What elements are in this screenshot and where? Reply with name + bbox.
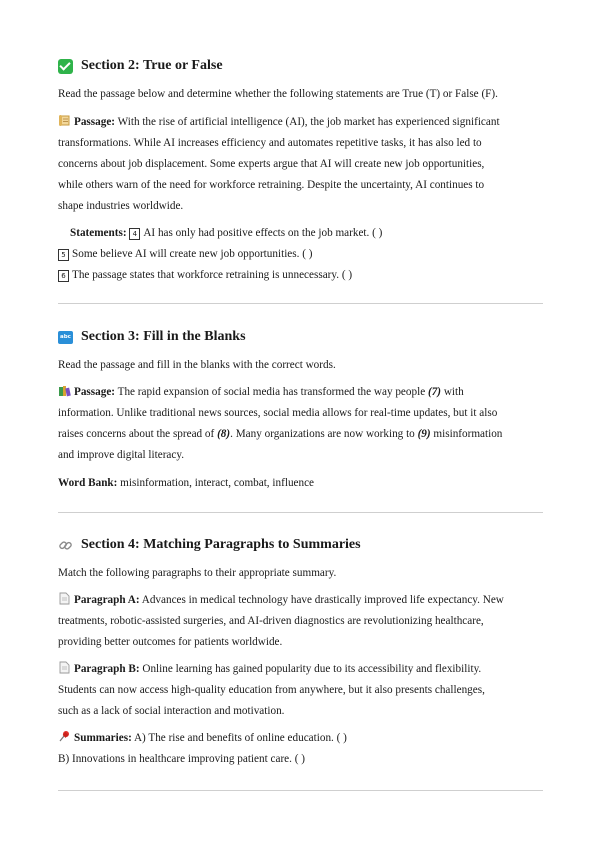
statement-item: 6 The passage states that workforce retraining is unnecessary. ( ) <box>58 265 543 286</box>
statement-item: 5 Some believe AI will create new job opportunities. ( ) <box>58 244 543 265</box>
blank-9: (9) <box>417 428 431 440</box>
section-4-heading: Section 4: Matching Paragraphs to Summaries <box>58 536 543 554</box>
section-divider <box>58 790 543 791</box>
link-icon <box>58 538 73 553</box>
summaries-label: Summaries: <box>74 732 132 744</box>
check-mark-icon <box>58 59 73 74</box>
section-matching <box>58 536 543 770</box>
blank-8: (8) <box>217 428 231 440</box>
statement-number: 5 <box>58 249 69 261</box>
section-divider <box>58 303 543 304</box>
summary-item: B) Innovations in healthcare improving patient care. ( ) <box>58 753 305 765</box>
word-bank: Word Bank: misinformation, interact, combat, influence <box>58 477 315 489</box>
statements-label: Statements: <box>70 227 127 239</box>
statements-list <box>58 223 543 286</box>
passage-label: Passage: <box>74 386 116 398</box>
statement-number: 6 <box>58 270 69 282</box>
paragraph-a-label: Paragraph A: <box>74 594 140 606</box>
section-fill-blanks <box>58 328 543 494</box>
page-icon <box>58 592 71 605</box>
books-icon <box>58 384 71 397</box>
section-2-heading: Section 2: True or False <box>58 57 543 75</box>
section-3-passage: Passage: The rapid expansion of social media has transformed the way people (7) with information. Unlike traditional news sources, social media allows for real-time updates, but it also raises concerns about the spread of (8). Many organizations are now working to (9) misinformation and improve digital literacy. <box>58 386 503 461</box>
section-3-instructions: Read the passage and fill in the blanks with the correct words. <box>58 359 336 371</box>
summaries-list: Summaries: A) The rise and benefits of online education. ( ) B) Innovations in healthcare improving patient care. ( ) <box>58 728 543 770</box>
pushpin-icon <box>58 730 71 743</box>
passage-label: Passage: <box>74 116 116 128</box>
scroll-icon <box>58 114 71 127</box>
statement-number: 4 <box>129 228 140 240</box>
section-2-passage: Passage: With the rise of artificial intelligence (AI), the job market has experienced significant transformations. While AI increases efficiency and automates repetitive tasks, it has also led to concerns about job displacement. Some experts argue that AI will create new job opportunities, while others warn of the need for workforce retraining. Despite the uncertainty, AI continues to shape industries worldwide. <box>58 116 500 212</box>
blank-7: (7) <box>427 386 442 398</box>
page-icon <box>58 661 71 674</box>
section-true-false <box>58 57 543 286</box>
abc-icon: abc <box>58 331 73 344</box>
section-3-heading: abc Section 3: Fill in the Blanks <box>58 328 543 346</box>
section-divider <box>58 512 543 513</box>
word-bank-label: Word Bank: <box>58 477 118 489</box>
paragraph-a: Paragraph A: Advances in medical technology have drastically improved life expectancy. New treatments, robotic-assisted surgeries, and AI-driven diagnostics are revolutionizing healthcare, providing better outcomes for patients worldwide. <box>58 594 504 648</box>
paragraph-b-label: Paragraph B: <box>74 663 140 675</box>
paragraph-b: Paragraph B: Online learning has gained popularity due to its accessibility and flexibility. Students can now access high-quality education from anywhere, but it also presents challenges, such as a lack of social interaction and motivation. <box>58 663 485 717</box>
section-4-instructions: Match the following paragraphs to their appropriate summary. <box>58 567 337 579</box>
statement-item: Statements: 4 AI has only had positive effects on the job market. ( ) <box>70 227 383 239</box>
section-2-instructions: Read the passage below and determine whether the following statements are True (T) or False (F). <box>58 88 498 100</box>
